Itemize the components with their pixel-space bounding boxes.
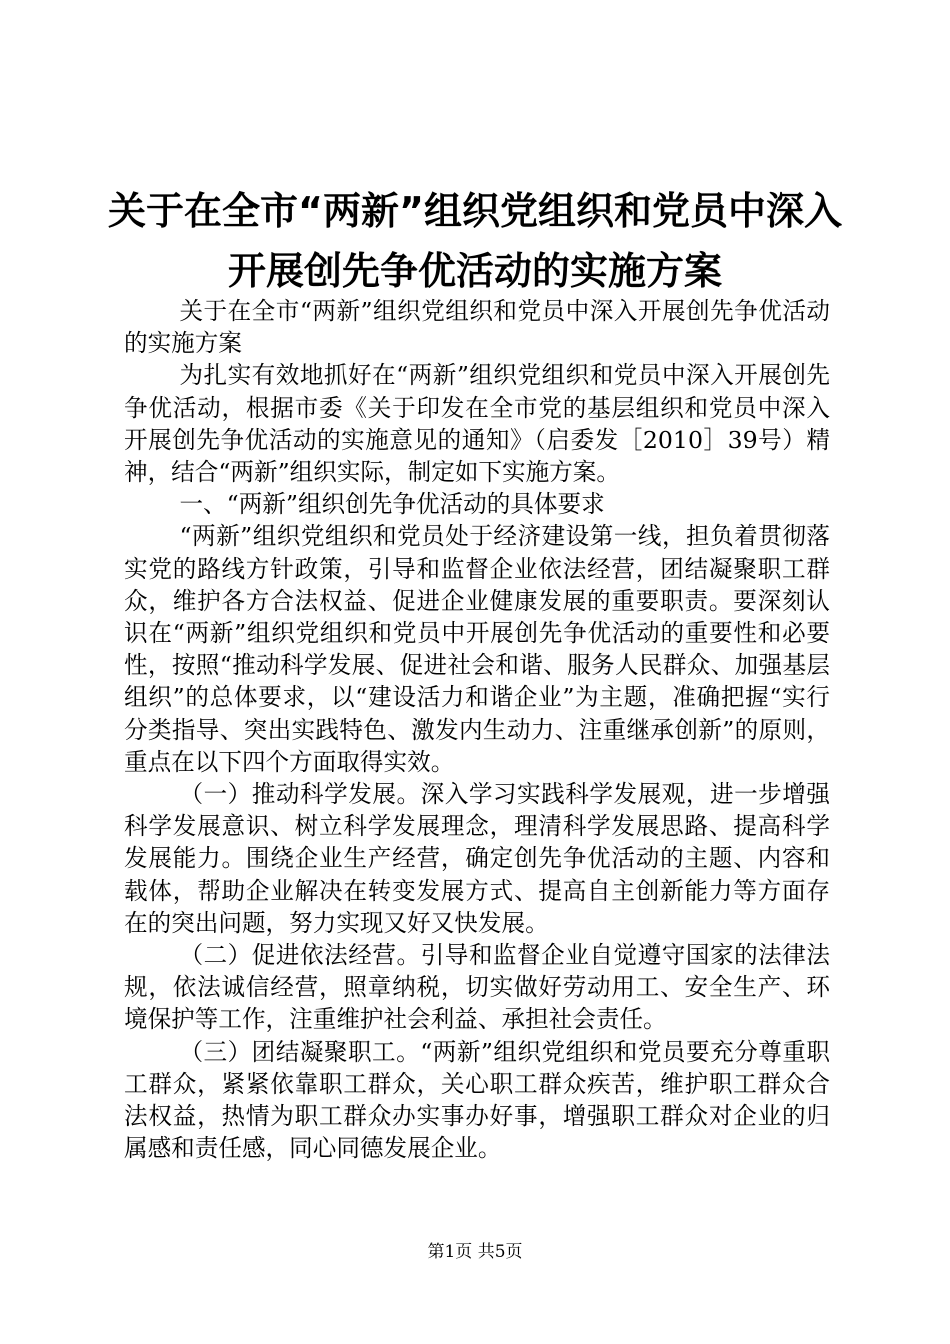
paragraph-requirements: “两新”组织党组织和党员处于经济建设第一线，担负着贯彻落实党的路线方针政策，引导和监督企业依法经营，团结凝聚职工群众，维护各方合法权益、促进企业健康发展的重要职责。要深刻认识在“两新”组织党组织和党员中开展创先争优活动的重要性和必要性，按照“推动科学发展、促进社会和谐、服务人民群众、加强基层组织”的总体要求，以“建设活力和谐企业”为主题，准确把握“实行分类指导、突出实践特色、激发内生动力、注重继承创新”的原则，重点在以下四个方面取得实效。 (124, 522, 830, 776)
paragraph-item-2: （二）促进依法经营。引导和监督企业自觉遵守国家的法律法规，依法诚信经营，照章纳税，切实做好劳动用工、安全生产、环境保护等工作，注重维护社会利益、承担社会责任。 (124, 941, 830, 1034)
section-heading-1: 一、“两新”组织创先争优活动的具体要求 (179, 490, 605, 519)
paragraph-heading-repeat: 关于在全市“两新”组织党组织和党员中深入开展创先争优活动的实施方案 (124, 297, 830, 358)
paragraph-item-1: （一）推动科学发展。深入学习实践科学发展观，进一步增强科学发展意识、树立科学发展理念，理清科学发展思路、提高科学发展能力。围绕企业生产经营，确定创先争优活动的主题、内容和载体，帮助企业解决在转变发展方式、提高自主创新能力等方面存在的突出问题，努力实现又好又快发展。 (124, 780, 830, 937)
document-title-line-2: 开展创先争优活动的实施方案 (227, 249, 722, 293)
document-body (124, 295, 830, 1164)
paragraph-intro: 为扎实有效地抓好在“两新”组织党组织和党员中深入开展创先争优活动，根据市委《关于印发在全市党的基层组织和党员中深入开展创先争优活动的实施意见的通知》（启委发［2010］39号）精神，结合“两新”组织实际，制定如下实施方案。 (124, 361, 830, 487)
page-footer: 第1页 共5页 (427, 1242, 523, 1262)
document-title-line-1: 关于在全市“两新”组织党组织和党员中深入 (108, 189, 842, 233)
paragraph-item-3: （三）团结凝聚职工。“两新”组织党组织和党员要充分尊重职工群众，紧紧依靠职工群众，关心职工群众疾苦，维护职工群众合法权益，热情为职工群众办实事办好事，增强职工群众对企业的归属感和责任感，同心同德发展企业。 (124, 1037, 830, 1163)
